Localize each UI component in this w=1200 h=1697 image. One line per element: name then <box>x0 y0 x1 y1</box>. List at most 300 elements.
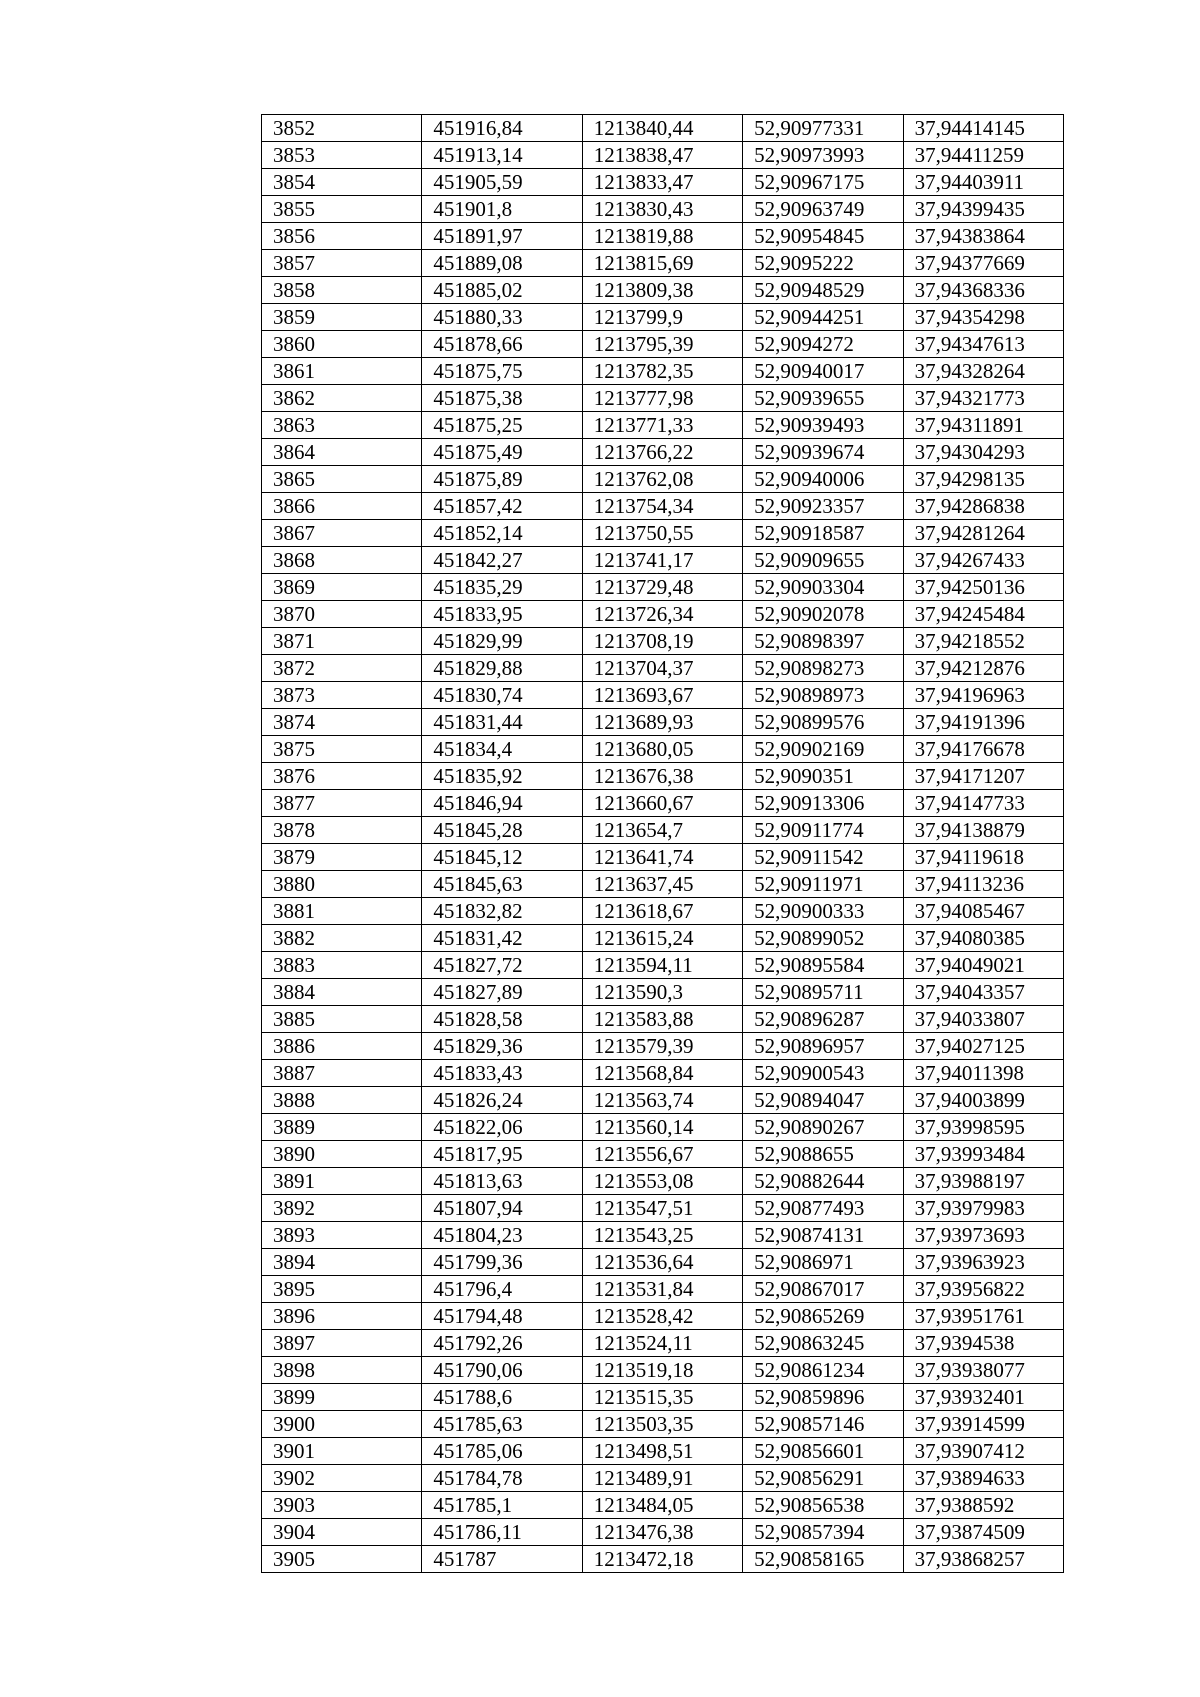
latitude-cell: 52,90900543 <box>743 1060 903 1087</box>
x-coordinate-cell: 451831,44 <box>422 709 582 736</box>
point-number-cell: 3875 <box>262 736 422 763</box>
table-row <box>262 1438 1064 1465</box>
longitude-cell: 37,94311891 <box>903 412 1063 439</box>
latitude-cell: 52,90940006 <box>743 466 903 493</box>
latitude-cell: 52,90890267 <box>743 1114 903 1141</box>
y-coordinate-cell: 1213660,67 <box>582 790 742 817</box>
longitude-cell: 37,93907412 <box>903 1438 1063 1465</box>
x-coordinate-cell: 451845,12 <box>422 844 582 871</box>
x-coordinate-cell: 451830,74 <box>422 682 582 709</box>
table-row <box>262 1168 1064 1195</box>
table-row <box>262 898 1064 925</box>
latitude-cell: 52,90973993 <box>743 142 903 169</box>
y-coordinate-cell: 1213726,34 <box>582 601 742 628</box>
x-coordinate-cell: 451827,72 <box>422 952 582 979</box>
longitude-cell: 37,94043357 <box>903 979 1063 1006</box>
longitude-cell: 37,93951761 <box>903 1303 1063 1330</box>
latitude-cell: 52,90856291 <box>743 1465 903 1492</box>
x-coordinate-cell: 451829,36 <box>422 1033 582 1060</box>
y-coordinate-cell: 1213754,34 <box>582 493 742 520</box>
latitude-cell: 52,90939493 <box>743 412 903 439</box>
longitude-cell: 37,94113236 <box>903 871 1063 898</box>
y-coordinate-cell: 1213615,24 <box>582 925 742 952</box>
longitude-cell: 37,93932401 <box>903 1384 1063 1411</box>
latitude-cell: 52,90877493 <box>743 1195 903 1222</box>
table-row <box>262 466 1064 493</box>
table-row <box>262 682 1064 709</box>
point-number-cell: 3881 <box>262 898 422 925</box>
x-coordinate-cell: 451787 <box>422 1546 582 1573</box>
x-coordinate-cell: 451846,94 <box>422 790 582 817</box>
longitude-cell: 37,94191396 <box>903 709 1063 736</box>
point-number-cell: 3872 <box>262 655 422 682</box>
y-coordinate-cell: 1213654,7 <box>582 817 742 844</box>
x-coordinate-cell: 451828,58 <box>422 1006 582 1033</box>
latitude-cell: 52,90899576 <box>743 709 903 736</box>
y-coordinate-cell: 1213676,38 <box>582 763 742 790</box>
table-row <box>262 331 1064 358</box>
longitude-cell: 37,94212876 <box>903 655 1063 682</box>
longitude-cell: 37,94399435 <box>903 196 1063 223</box>
longitude-cell: 37,94147733 <box>903 790 1063 817</box>
point-number-cell: 3900 <box>262 1411 422 1438</box>
latitude-cell: 52,90911542 <box>743 844 903 871</box>
point-number-cell: 3854 <box>262 169 422 196</box>
longitude-cell: 37,94245484 <box>903 601 1063 628</box>
longitude-cell: 37,93868257 <box>903 1546 1063 1573</box>
point-number-cell: 3880 <box>262 871 422 898</box>
latitude-cell: 52,90909655 <box>743 547 903 574</box>
longitude-cell: 37,94281264 <box>903 520 1063 547</box>
x-coordinate-cell: 451891,97 <box>422 223 582 250</box>
latitude-cell: 52,90867017 <box>743 1276 903 1303</box>
longitude-cell: 37,94138879 <box>903 817 1063 844</box>
latitude-cell: 52,9090351 <box>743 763 903 790</box>
y-coordinate-cell: 1213680,05 <box>582 736 742 763</box>
latitude-cell: 52,90913306 <box>743 790 903 817</box>
x-coordinate-cell: 451786,11 <box>422 1519 582 1546</box>
x-coordinate-cell: 451913,14 <box>422 142 582 169</box>
latitude-cell: 52,90898973 <box>743 682 903 709</box>
y-coordinate-cell: 1213809,38 <box>582 277 742 304</box>
latitude-cell: 52,90895584 <box>743 952 903 979</box>
point-number-cell: 3870 <box>262 601 422 628</box>
latitude-cell: 52,90918587 <box>743 520 903 547</box>
longitude-cell: 37,93973693 <box>903 1222 1063 1249</box>
table-row <box>262 196 1064 223</box>
latitude-cell: 52,90899052 <box>743 925 903 952</box>
point-number-cell: 3896 <box>262 1303 422 1330</box>
table-row <box>262 142 1064 169</box>
latitude-cell: 52,90895711 <box>743 979 903 1006</box>
point-number-cell: 3864 <box>262 439 422 466</box>
table-row <box>262 412 1064 439</box>
y-coordinate-cell: 1213503,35 <box>582 1411 742 1438</box>
point-number-cell: 3898 <box>262 1357 422 1384</box>
point-number-cell: 3902 <box>262 1465 422 1492</box>
longitude-cell: 37,93956822 <box>903 1276 1063 1303</box>
y-coordinate-cell: 1213528,42 <box>582 1303 742 1330</box>
x-coordinate-cell: 451832,82 <box>422 898 582 925</box>
longitude-cell: 37,94027125 <box>903 1033 1063 1060</box>
x-coordinate-cell: 451857,42 <box>422 493 582 520</box>
table-row <box>262 601 1064 628</box>
latitude-cell: 52,90911971 <box>743 871 903 898</box>
x-coordinate-cell: 451817,95 <box>422 1141 582 1168</box>
latitude-cell: 52,90939674 <box>743 439 903 466</box>
point-number-cell: 3883 <box>262 952 422 979</box>
point-number-cell: 3874 <box>262 709 422 736</box>
point-number-cell: 3873 <box>262 682 422 709</box>
point-number-cell: 3861 <box>262 358 422 385</box>
latitude-cell: 52,9095222 <box>743 250 903 277</box>
x-coordinate-cell: 451827,89 <box>422 979 582 1006</box>
longitude-cell: 37,93979983 <box>903 1195 1063 1222</box>
longitude-cell: 37,94368336 <box>903 277 1063 304</box>
point-number-cell: 3853 <box>262 142 422 169</box>
y-coordinate-cell: 1213771,33 <box>582 412 742 439</box>
latitude-cell: 52,90902169 <box>743 736 903 763</box>
longitude-cell: 37,94403911 <box>903 169 1063 196</box>
x-coordinate-cell: 451826,24 <box>422 1087 582 1114</box>
latitude-cell: 52,90896287 <box>743 1006 903 1033</box>
table-row <box>262 1546 1064 1573</box>
table-row <box>262 385 1064 412</box>
x-coordinate-cell: 451852,14 <box>422 520 582 547</box>
table-row <box>262 115 1064 142</box>
y-coordinate-cell: 1213693,67 <box>582 682 742 709</box>
longitude-cell: 37,93874509 <box>903 1519 1063 1546</box>
point-number-cell: 3856 <box>262 223 422 250</box>
y-coordinate-cell: 1213568,84 <box>582 1060 742 1087</box>
x-coordinate-cell: 451785,06 <box>422 1438 582 1465</box>
y-coordinate-cell: 1213729,48 <box>582 574 742 601</box>
longitude-cell: 37,94250136 <box>903 574 1063 601</box>
latitude-cell: 52,90896957 <box>743 1033 903 1060</box>
latitude-cell: 52,90923357 <box>743 493 903 520</box>
x-coordinate-cell: 451875,25 <box>422 412 582 439</box>
y-coordinate-cell: 1213579,39 <box>582 1033 742 1060</box>
point-number-cell: 3893 <box>262 1222 422 1249</box>
y-coordinate-cell: 1213536,64 <box>582 1249 742 1276</box>
longitude-cell: 37,94267433 <box>903 547 1063 574</box>
point-number-cell: 3869 <box>262 574 422 601</box>
latitude-cell: 52,90874131 <box>743 1222 903 1249</box>
point-number-cell: 3882 <box>262 925 422 952</box>
point-number-cell: 3901 <box>262 1438 422 1465</box>
table-row <box>262 1357 1064 1384</box>
x-coordinate-cell: 451831,42 <box>422 925 582 952</box>
table-row <box>262 1033 1064 1060</box>
table-row <box>262 1087 1064 1114</box>
point-number-cell: 3890 <box>262 1141 422 1168</box>
latitude-cell: 52,90902078 <box>743 601 903 628</box>
table-row <box>262 655 1064 682</box>
table-row <box>262 790 1064 817</box>
longitude-cell: 37,94080385 <box>903 925 1063 952</box>
longitude-cell: 37,9394538 <box>903 1330 1063 1357</box>
point-number-cell: 3885 <box>262 1006 422 1033</box>
table-row <box>262 628 1064 655</box>
longitude-cell: 37,94321773 <box>903 385 1063 412</box>
longitude-cell: 37,94298135 <box>903 466 1063 493</box>
longitude-cell: 37,94354298 <box>903 304 1063 331</box>
coordinates-table <box>261 114 1064 1573</box>
x-coordinate-cell: 451829,88 <box>422 655 582 682</box>
latitude-cell: 52,90939655 <box>743 385 903 412</box>
y-coordinate-cell: 1213782,35 <box>582 358 742 385</box>
point-number-cell: 3852 <box>262 115 422 142</box>
table-row <box>262 817 1064 844</box>
longitude-cell: 37,94383864 <box>903 223 1063 250</box>
y-coordinate-cell: 1213641,74 <box>582 844 742 871</box>
y-coordinate-cell: 1213556,67 <box>582 1141 742 1168</box>
table-row <box>262 439 1064 466</box>
y-coordinate-cell: 1213489,91 <box>582 1465 742 1492</box>
y-coordinate-cell: 1213840,44 <box>582 115 742 142</box>
longitude-cell: 37,94286838 <box>903 493 1063 520</box>
x-coordinate-cell: 451792,26 <box>422 1330 582 1357</box>
point-number-cell: 3855 <box>262 196 422 223</box>
x-coordinate-cell: 451901,8 <box>422 196 582 223</box>
y-coordinate-cell: 1213819,88 <box>582 223 742 250</box>
x-coordinate-cell: 451822,06 <box>422 1114 582 1141</box>
y-coordinate-cell: 1213777,98 <box>582 385 742 412</box>
point-number-cell: 3895 <box>262 1276 422 1303</box>
y-coordinate-cell: 1213498,51 <box>582 1438 742 1465</box>
table-row <box>262 952 1064 979</box>
table-row <box>262 493 1064 520</box>
latitude-cell: 52,90963749 <box>743 196 903 223</box>
longitude-cell: 37,94049021 <box>903 952 1063 979</box>
x-coordinate-cell: 451885,02 <box>422 277 582 304</box>
y-coordinate-cell: 1213833,47 <box>582 169 742 196</box>
x-coordinate-cell: 451833,43 <box>422 1060 582 1087</box>
longitude-cell: 37,93963923 <box>903 1249 1063 1276</box>
longitude-cell: 37,94328264 <box>903 358 1063 385</box>
x-coordinate-cell: 451905,59 <box>422 169 582 196</box>
longitude-cell: 37,94196963 <box>903 682 1063 709</box>
latitude-cell: 52,90948529 <box>743 277 903 304</box>
x-coordinate-cell: 451804,23 <box>422 1222 582 1249</box>
longitude-cell: 37,94414145 <box>903 115 1063 142</box>
y-coordinate-cell: 1213484,05 <box>582 1492 742 1519</box>
table-row <box>262 547 1064 574</box>
table-row <box>262 763 1064 790</box>
table-row <box>262 1519 1064 1546</box>
latitude-cell: 52,90967175 <box>743 169 903 196</box>
point-number-cell: 3877 <box>262 790 422 817</box>
table-row <box>262 844 1064 871</box>
longitude-cell: 37,94171207 <box>903 763 1063 790</box>
table-row <box>262 1303 1064 1330</box>
table-row <box>262 1465 1064 1492</box>
point-number-cell: 3857 <box>262 250 422 277</box>
x-coordinate-cell: 451813,63 <box>422 1168 582 1195</box>
y-coordinate-cell: 1213838,47 <box>582 142 742 169</box>
latitude-cell: 52,90863245 <box>743 1330 903 1357</box>
point-number-cell: 3878 <box>262 817 422 844</box>
point-number-cell: 3905 <box>262 1546 422 1573</box>
latitude-cell: 52,90911774 <box>743 817 903 844</box>
table-row <box>262 1411 1064 1438</box>
latitude-cell: 52,90856538 <box>743 1492 903 1519</box>
x-coordinate-cell: 451875,75 <box>422 358 582 385</box>
y-coordinate-cell: 1213519,18 <box>582 1357 742 1384</box>
x-coordinate-cell: 451880,33 <box>422 304 582 331</box>
latitude-cell: 52,90865269 <box>743 1303 903 1330</box>
y-coordinate-cell: 1213741,17 <box>582 547 742 574</box>
longitude-cell: 37,93914599 <box>903 1411 1063 1438</box>
latitude-cell: 52,90944251 <box>743 304 903 331</box>
point-number-cell: 3868 <box>262 547 422 574</box>
longitude-cell: 37,9388592 <box>903 1492 1063 1519</box>
table-row <box>262 1006 1064 1033</box>
table-row <box>262 1384 1064 1411</box>
y-coordinate-cell: 1213594,11 <box>582 952 742 979</box>
point-number-cell: 3859 <box>262 304 422 331</box>
y-coordinate-cell: 1213618,67 <box>582 898 742 925</box>
longitude-cell: 37,94411259 <box>903 142 1063 169</box>
latitude-cell: 52,90954845 <box>743 223 903 250</box>
latitude-cell: 52,90882644 <box>743 1168 903 1195</box>
x-coordinate-cell: 451785,63 <box>422 1411 582 1438</box>
point-number-cell: 3876 <box>262 763 422 790</box>
x-coordinate-cell: 451842,27 <box>422 547 582 574</box>
latitude-cell: 52,90858165 <box>743 1546 903 1573</box>
x-coordinate-cell: 451833,95 <box>422 601 582 628</box>
point-number-cell: 3897 <box>262 1330 422 1357</box>
latitude-cell: 52,90894047 <box>743 1087 903 1114</box>
x-coordinate-cell: 451845,63 <box>422 871 582 898</box>
x-coordinate-cell: 451785,1 <box>422 1492 582 1519</box>
point-number-cell: 3867 <box>262 520 422 547</box>
table-row <box>262 979 1064 1006</box>
coordinates-table-body <box>262 115 1064 1573</box>
latitude-cell: 52,9088655 <box>743 1141 903 1168</box>
longitude-cell: 37,94119618 <box>903 844 1063 871</box>
table-row <box>262 1222 1064 1249</box>
longitude-cell: 37,94085467 <box>903 898 1063 925</box>
point-number-cell: 3891 <box>262 1168 422 1195</box>
table-row <box>262 736 1064 763</box>
y-coordinate-cell: 1213689,93 <box>582 709 742 736</box>
x-coordinate-cell: 451835,29 <box>422 574 582 601</box>
longitude-cell: 37,94218552 <box>903 628 1063 655</box>
y-coordinate-cell: 1213543,25 <box>582 1222 742 1249</box>
point-number-cell: 3871 <box>262 628 422 655</box>
y-coordinate-cell: 1213583,88 <box>582 1006 742 1033</box>
longitude-cell: 37,94003899 <box>903 1087 1063 1114</box>
longitude-cell: 37,93938077 <box>903 1357 1063 1384</box>
x-coordinate-cell: 451889,08 <box>422 250 582 277</box>
y-coordinate-cell: 1213795,39 <box>582 331 742 358</box>
y-coordinate-cell: 1213750,55 <box>582 520 742 547</box>
table-row <box>262 1492 1064 1519</box>
table-row <box>262 1114 1064 1141</box>
x-coordinate-cell: 451878,66 <box>422 331 582 358</box>
point-number-cell: 3858 <box>262 277 422 304</box>
x-coordinate-cell: 451807,94 <box>422 1195 582 1222</box>
point-number-cell: 3887 <box>262 1060 422 1087</box>
x-coordinate-cell: 451875,49 <box>422 439 582 466</box>
point-number-cell: 3888 <box>262 1087 422 1114</box>
longitude-cell: 37,93998595 <box>903 1114 1063 1141</box>
table-row <box>262 304 1064 331</box>
latitude-cell: 52,90940017 <box>743 358 903 385</box>
x-coordinate-cell: 451799,36 <box>422 1249 582 1276</box>
y-coordinate-cell: 1213637,45 <box>582 871 742 898</box>
point-number-cell: 3886 <box>262 1033 422 1060</box>
point-number-cell: 3894 <box>262 1249 422 1276</box>
x-coordinate-cell: 451834,4 <box>422 736 582 763</box>
table-row <box>262 1276 1064 1303</box>
point-number-cell: 3904 <box>262 1519 422 1546</box>
latitude-cell: 52,90857394 <box>743 1519 903 1546</box>
x-coordinate-cell: 451875,38 <box>422 385 582 412</box>
table-row <box>262 277 1064 304</box>
y-coordinate-cell: 1213524,11 <box>582 1330 742 1357</box>
y-coordinate-cell: 1213563,74 <box>582 1087 742 1114</box>
latitude-cell: 52,90898273 <box>743 655 903 682</box>
longitude-cell: 37,93993484 <box>903 1141 1063 1168</box>
table-row <box>262 709 1064 736</box>
point-number-cell: 3884 <box>262 979 422 1006</box>
x-coordinate-cell: 451829,99 <box>422 628 582 655</box>
latitude-cell: 52,90857146 <box>743 1411 903 1438</box>
latitude-cell: 52,90898397 <box>743 628 903 655</box>
y-coordinate-cell: 1213799,9 <box>582 304 742 331</box>
table-row <box>262 925 1064 952</box>
latitude-cell: 52,9086971 <box>743 1249 903 1276</box>
y-coordinate-cell: 1213547,51 <box>582 1195 742 1222</box>
x-coordinate-cell: 451790,06 <box>422 1357 582 1384</box>
table-row <box>262 169 1064 196</box>
x-coordinate-cell: 451796,4 <box>422 1276 582 1303</box>
table-row <box>262 358 1064 385</box>
longitude-cell: 37,94377669 <box>903 250 1063 277</box>
table-row <box>262 223 1064 250</box>
latitude-cell: 52,90977331 <box>743 115 903 142</box>
point-number-cell: 3863 <box>262 412 422 439</box>
table-row <box>262 1330 1064 1357</box>
y-coordinate-cell: 1213476,38 <box>582 1519 742 1546</box>
y-coordinate-cell: 1213590,3 <box>582 979 742 1006</box>
point-number-cell: 3860 <box>262 331 422 358</box>
x-coordinate-cell: 451845,28 <box>422 817 582 844</box>
longitude-cell: 37,94347613 <box>903 331 1063 358</box>
table-row <box>262 574 1064 601</box>
point-number-cell: 3889 <box>262 1114 422 1141</box>
point-number-cell: 3862 <box>262 385 422 412</box>
point-number-cell: 3879 <box>262 844 422 871</box>
point-number-cell: 3903 <box>262 1492 422 1519</box>
table-row <box>262 1060 1064 1087</box>
longitude-cell: 37,94304293 <box>903 439 1063 466</box>
longitude-cell: 37,94011398 <box>903 1060 1063 1087</box>
longitude-cell: 37,93894633 <box>903 1465 1063 1492</box>
point-number-cell: 3866 <box>262 493 422 520</box>
x-coordinate-cell: 451788,6 <box>422 1384 582 1411</box>
y-coordinate-cell: 1213515,35 <box>582 1384 742 1411</box>
point-number-cell: 3892 <box>262 1195 422 1222</box>
longitude-cell: 37,94033807 <box>903 1006 1063 1033</box>
table-row <box>262 1249 1064 1276</box>
table-row <box>262 1141 1064 1168</box>
y-coordinate-cell: 1213766,22 <box>582 439 742 466</box>
latitude-cell: 52,90861234 <box>743 1357 903 1384</box>
y-coordinate-cell: 1213815,69 <box>582 250 742 277</box>
